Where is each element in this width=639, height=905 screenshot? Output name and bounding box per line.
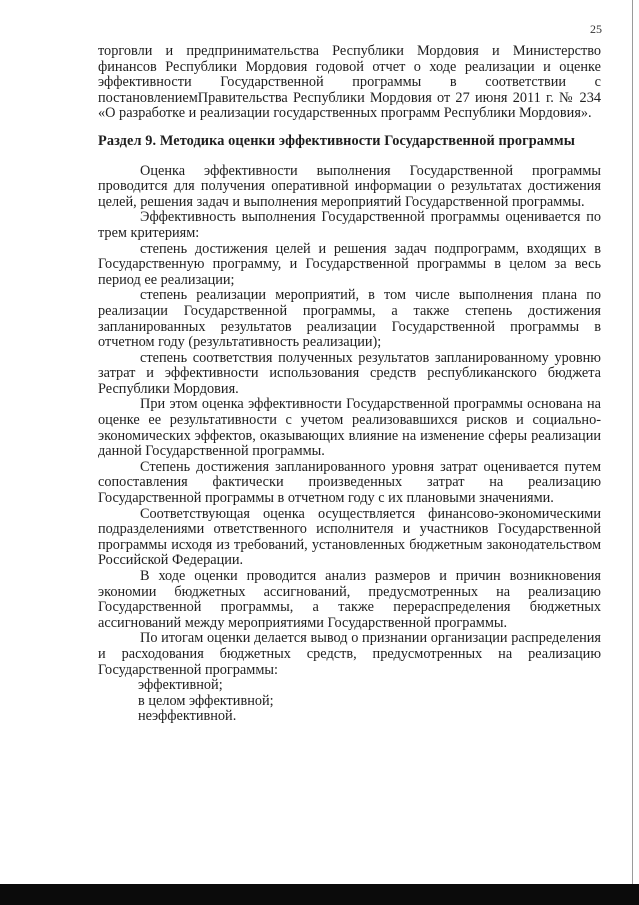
page-number: 25: [590, 22, 602, 36]
paragraph-7: По итогам оценки делается вывод о признании организации распределения и расходования бюджетных средств, предусмотренных на реализацию Государственной программы:: [98, 630, 601, 678]
outcome-item-3: неэффективной.: [138, 708, 237, 725]
criterion-item-2: степень реализации мероприятий, в том числе выполнения плана по реализации Государственной программы, а также степень достижения запланированных результатов реализации Государственной программы в отчетном году (результативность реализации);: [98, 287, 601, 351]
scan-bottom-border: [0, 884, 639, 905]
criterion-item-3: степень соответствия полученных результатов запланированному уровню затрат и эффективности использования средств республиканского бюджета Республики Мордовия.: [98, 349, 601, 397]
outcome-item-2: в целом эффективной;: [138, 692, 274, 709]
section-heading: Раздел 9. Методика оценки эффективности Государственной программы: [98, 132, 575, 149]
paragraph-3: При этом оценка эффективности Государственной программы основана на оценке ее результативности с учетом реализовавшихся рисков и социально-экономических эффектов, оказывающих влияние на изменение сферы реализации данной Государственной программы.: [98, 396, 601, 460]
paragraph-5: Соответствующая оценка осуществляется финансово-экономическими подразделениями ответственного исполнителя и участников Государственной программы исходя из требований, установленных бюджетным законодательством Российской Федерации.: [98, 505, 601, 569]
outcome-item-1: эффективной;: [138, 677, 223, 694]
paragraph-2: Эффективность выполнения Государственной программы оценивается по трем критериям:: [98, 209, 601, 241]
intro-paragraph: торговли и предпринимательства Республики Мордовия и Министерство финансов Республики Мордовия годовой отчет о ходе реализации и оценке эффективности Государственной программы в соответствии с постановлениемПравительства Республики Мордовия от 27 июня 2011 г. № 234 «О разработке и реализации государственных программ Республики Мордовия».: [98, 43, 601, 122]
scan-edge-line: [632, 0, 633, 884]
criterion-item-1: степень достижения целей и решения задач подпрограмм, входящих в Государственную программу, и Государственной программы в целом за весь период ее реализации;: [98, 240, 601, 288]
paragraph-4: Степень достижения запланированного уровня затрат оценивается путем сопоставления фактически произведенных затрат на реализацию Государственной программы в отчетном году с их плановыми значениями.: [98, 458, 601, 507]
paragraph-1: Оценка эффективности выполнения Государственной программы проводится для получения оперативной информации о результатах достижения целей, решения задач и выполнения мероприятий Государственной программы.: [98, 162, 601, 210]
document-body: [98, 44, 601, 725]
paragraph-6: В ходе оценки проводится анализ размеров и причин возникновения экономии бюджетных ассигнований, предусмотренных на реализацию Государственной программы, а также перераспределения бюджетных ассигнований между мероприятиями Государственной программы.: [98, 568, 601, 631]
